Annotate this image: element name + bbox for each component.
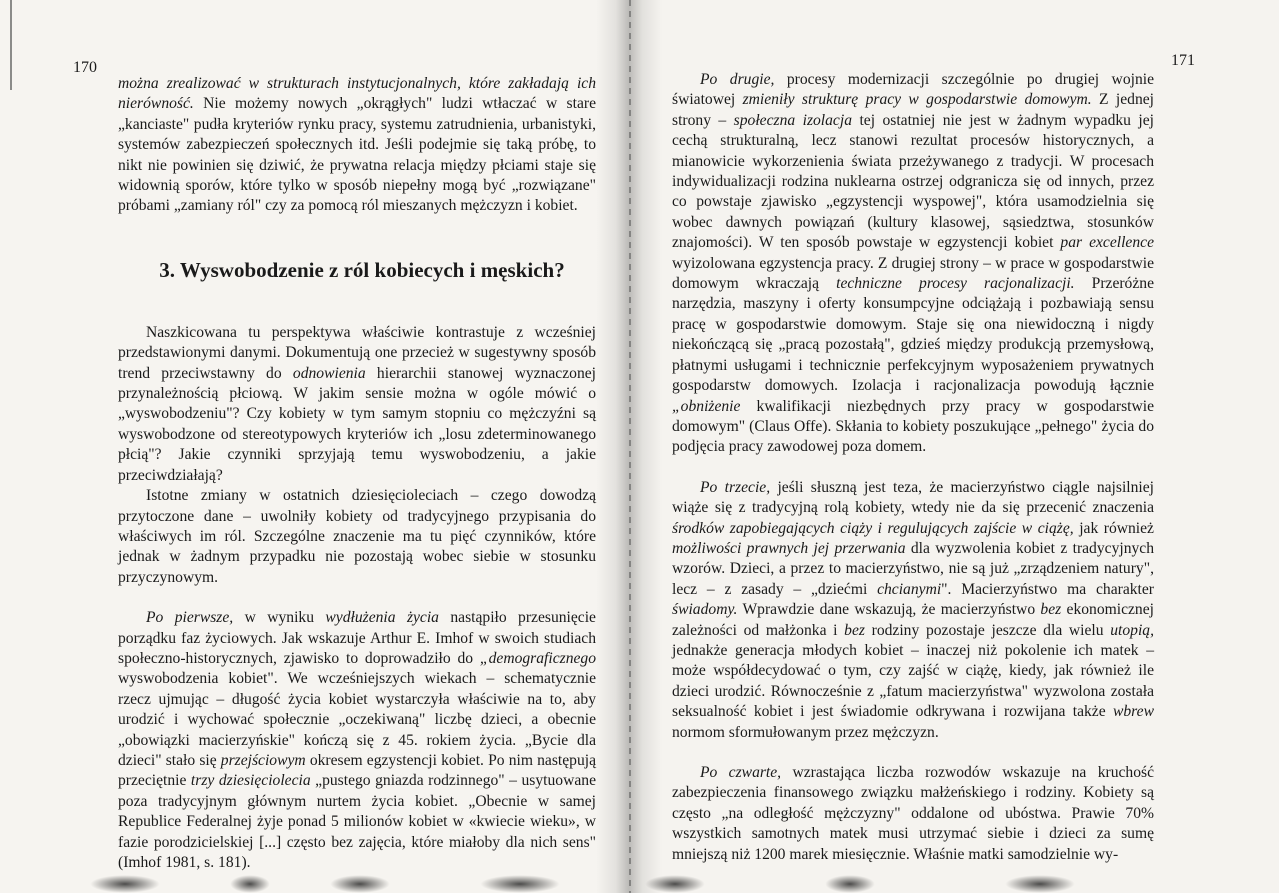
- italic-text: społeczna izolacja: [733, 111, 852, 129]
- paragraph: [118, 486, 596, 588]
- paragraph: [118, 608, 596, 873]
- italic-text: „obniżenie: [672, 397, 741, 415]
- italic-text: Po czwarte,: [700, 764, 782, 781]
- right-page: [625, 0, 1279, 893]
- text-run: tej ostatniej nie jest w żadnym wypadku jej cechą strukturalną, lecz stanowi rezultat procesów historycznych, a mianowicie wykorzenienia świata przeżywanego z tradycji. W procesach indywidualizacji rodzina nuklearna ostrzej odgranicza się od innych, przez co powstaje zjawisko „egzystencji wyspowej", która usamodzielnia się wobec dawnych powiązań (kultury klasowej, sąsiedztwa, stosunków znajomości). W ten sposób powstaje w egzystencji kobiet: [672, 111, 1155, 252]
- text-run: jeśli słuszną jest teza, że macierzyństwo ciągle najsilniej wiąże się z tradycyjną rolą kobiety, wtedy nie da się przecenić znaczenia: [672, 478, 1154, 517]
- text-run: rodziny pozostaje jeszcze dla wielu: [864, 621, 1111, 639]
- text-run: jednakże generacja młodych kobiet – inaczej niż pokolenie ich matek – może współdecydować o tym, czy zajść w ciążę, kiedy, jak również ile dzieci urodzić. Równocześnie z „fatum macierzyństwa" wyzwolona została seksualność kobiet i jest świadomie odkrywana i rozwijana także: [672, 641, 1154, 721]
- text-run: jak również: [1073, 519, 1154, 537]
- scan-smudge: [330, 875, 390, 893]
- scan-smudge: [230, 875, 270, 893]
- text-run: ". Macierzyństwo ma charakter: [941, 580, 1154, 598]
- italic-text: techniczne procesy racjonalizacji.: [836, 275, 1075, 293]
- text-run: Nie możemy nowych „okrągłych" ludzi wtłaczać w stare „kanciaste" pudła kryteriów rynku pracy, systemu zatrudnienia, urbanistyki, systemów zabezpieczeń społecznych itd. Jeśli podejmie się taką próbę, to nikt nie powinien się dziwić, że prywatna relacja między płciami staje się widownią sporów, które tylko w sposób niepełny mogą być „rozwiązane" próbami „zamiany ról" czy za pomocą ról mieszanych mężczyzn i kobiet.: [118, 95, 596, 215]
- italic-text: środków zapobiegających ciąży i regulujących zajście w ciążę,: [672, 519, 1074, 537]
- text-run: Przeróżne narzędzia, maszyny i oferty konsumpcyjne odciążają i pozbawiają sensu pracę w gospodarstwie domowym. Staje się ona niewidoczną i nigdy niekończącą się „pracą pozostałą", gdzieś między produkcją przemysłową, płatnymi usługami i technicznie perfekcyjnym wyposażeniem prywatnych gospodarstw domowych. Izolacja i racjonalizacja powodują łącznie: [672, 275, 1154, 395]
- text-run: normom sformułowanym przez mężczyzn.: [672, 723, 939, 741]
- italic-text: par excellence: [1060, 234, 1154, 252]
- paragraph: [672, 70, 1154, 458]
- italic-text: chcianymi: [877, 580, 942, 598]
- text-run: hierarchii stanowej wyznaczonej przynależnością płciową. W jakim sensie można w ogóle mówić o „wyswobodzeniu"? Czy kobiety w tym samym stopniu co mężczyźni są wyswobodzone od stereotypowych kryteriów ich „losu zdeterminowanego płcią"? Jakie czynniki sprzyjają temu wyswobodzeniu, a jakie przeciwdziałają?: [118, 364, 596, 484]
- text-run: okresem egzystencji kobiet. Po nim następują przeciętnie: [118, 751, 596, 790]
- paragraph: [672, 763, 1154, 865]
- left-page: [0, 0, 625, 893]
- text-run: w wyniku: [233, 609, 326, 627]
- text-run: Istotne zmiany w ostatnich dziesięcioleciach – czego dowodzą przytoczone dane – uwolniły kobiety od tradycyjnego przypisania do właściwych im ról. Szczególne znaczenie ma tu pięć czynników, które jednak w żadnym przypadku nie pozostają wobec siebie w stosunku przyczynowym.: [118, 487, 596, 586]
- text-run: Z jednej strony –: [672, 91, 1154, 129]
- italic-text: Po trzecie,: [700, 478, 771, 496]
- page-number-right: 171: [1171, 52, 1195, 69]
- italic-text: Po drugie,: [700, 71, 775, 88]
- italic-text: wydłużenia życia: [325, 609, 439, 627]
- italic-text: utopią,: [1110, 621, 1154, 639]
- text-run: nastąpiło przesunięcie porządku faz życiowych. Jak wskazuje Arthur E. Imhof w swoich studiach społeczno-historycznych, zjawisko to doprowadziło do: [118, 609, 596, 667]
- italic-text: bez: [1040, 601, 1062, 619]
- paragraph: [118, 74, 596, 217]
- scan-smudge: [480, 875, 560, 893]
- scan-smudge: [645, 875, 705, 893]
- scan-edge-mark: [10, 0, 12, 90]
- italic-text: przejściowym: [220, 751, 306, 769]
- italic-text: trzy dziesięciolecia: [190, 772, 311, 790]
- italic-text: Po pierwsze,: [146, 609, 234, 627]
- left-text-column: [118, 74, 596, 873]
- text-run: Naszkicowana tu perspektywa właściwie kontrastuje z wcześniej przedstawionymi danymi. Dokumentują one przecież w sugestywny sposób trend przeciwstawny do: [118, 323, 596, 382]
- italic-text: bez: [844, 621, 865, 639]
- scan-smudge: [1005, 875, 1075, 893]
- scan-smudge: [90, 875, 160, 893]
- italic-text: wbrew: [1112, 703, 1154, 721]
- scan-smudge: [825, 875, 875, 893]
- text-run: wzrastająca liczba rozwodów wskazuje na kruchość zabezpieczenia finansowego związku małżeńskiego i rodziny. Kobiety są często „na odległość mężczyzny" oddalone od ubóstwa. Prawie 70% wszystkich samotnych matek musi utrzymać siebie i dzieci za sumę mniejszą niż 1200 marek miesięcznie. Właśnie matki samodzielnie wy-: [672, 764, 1154, 863]
- italic-text: „demograficznego: [479, 649, 596, 667]
- italic-text: świadomy.: [672, 601, 738, 619]
- text-run: kwalifikacji niezbędnych przy pracy w gospodarstwie domowym" (Claus Offe). Skłania to kobiety poszukujące „pełnego" życia do podjęcia pracy zawodowej poza domem.: [672, 397, 1154, 456]
- text-run: „pustego gniazda rodzinnego" – usytuowane poza tradycyjnym głównym nurtem życia kobiet. „Obecnie w samej Republice Federalnej żyje ponad 5 milionów kobiet w «kwiecie wieku», w fazie porodzicielskiej [...] często bez zajęcia, które miałoby dla nich sens" (Imhof 1981, s. 181).: [118, 772, 596, 871]
- text-run: wyizolowana egzystencja pracy. Z drugiej strony – w prace w gospodarstwie domowym wkraczają: [672, 254, 1154, 293]
- text-run: dla wyzwolenia kobiet z tradycyjnych wzorów. Dzieci, a przez to macierzyństwo, nie są już „zrządzeniem natury", lecz – z zasady – „dziećmi: [672, 539, 1155, 598]
- page-number-left: 170: [73, 59, 97, 76]
- italic-text: zmieniły strukturę pracy w gospodarstwie domowym.: [742, 91, 1092, 109]
- text-run: procesy modernizacji szczególnie po drugiej wojnie światowej: [672, 71, 1154, 109]
- text-run: Wprawdzie dane wskazują, że macierzyństwo: [737, 601, 1041, 619]
- paragraph: [118, 323, 596, 486]
- text-run: wyswobodzenia kobiet". We wcześniejszych wiekach – schematycznie rzecz ujmując – długość życia kobiet wystarczyła właściwie na to, aby urodzić i wychować społecznie „oczekiwaną" liczbę dzieci, a obecnie „obowiązki macierzyńskie" kończą się z 45. rokiem życia. „Bycie dla dzieci" stało się: [118, 670, 596, 769]
- italic-text: odnowienia: [292, 364, 366, 382]
- right-text-column: [672, 70, 1154, 865]
- italic-text: możliwości prawnych jej przerwania: [672, 539, 906, 557]
- section-title: 3. Wyswobodzenie z ról kobiecych i męskich?: [159, 257, 565, 282]
- paragraph: [672, 478, 1154, 743]
- text-run: ekonomicznej zależności od małżonka i: [672, 601, 1154, 639]
- italic-text: można zrealizować w strukturach instytucjonalnych, które zakładają ich nierówność.: [118, 75, 596, 113]
